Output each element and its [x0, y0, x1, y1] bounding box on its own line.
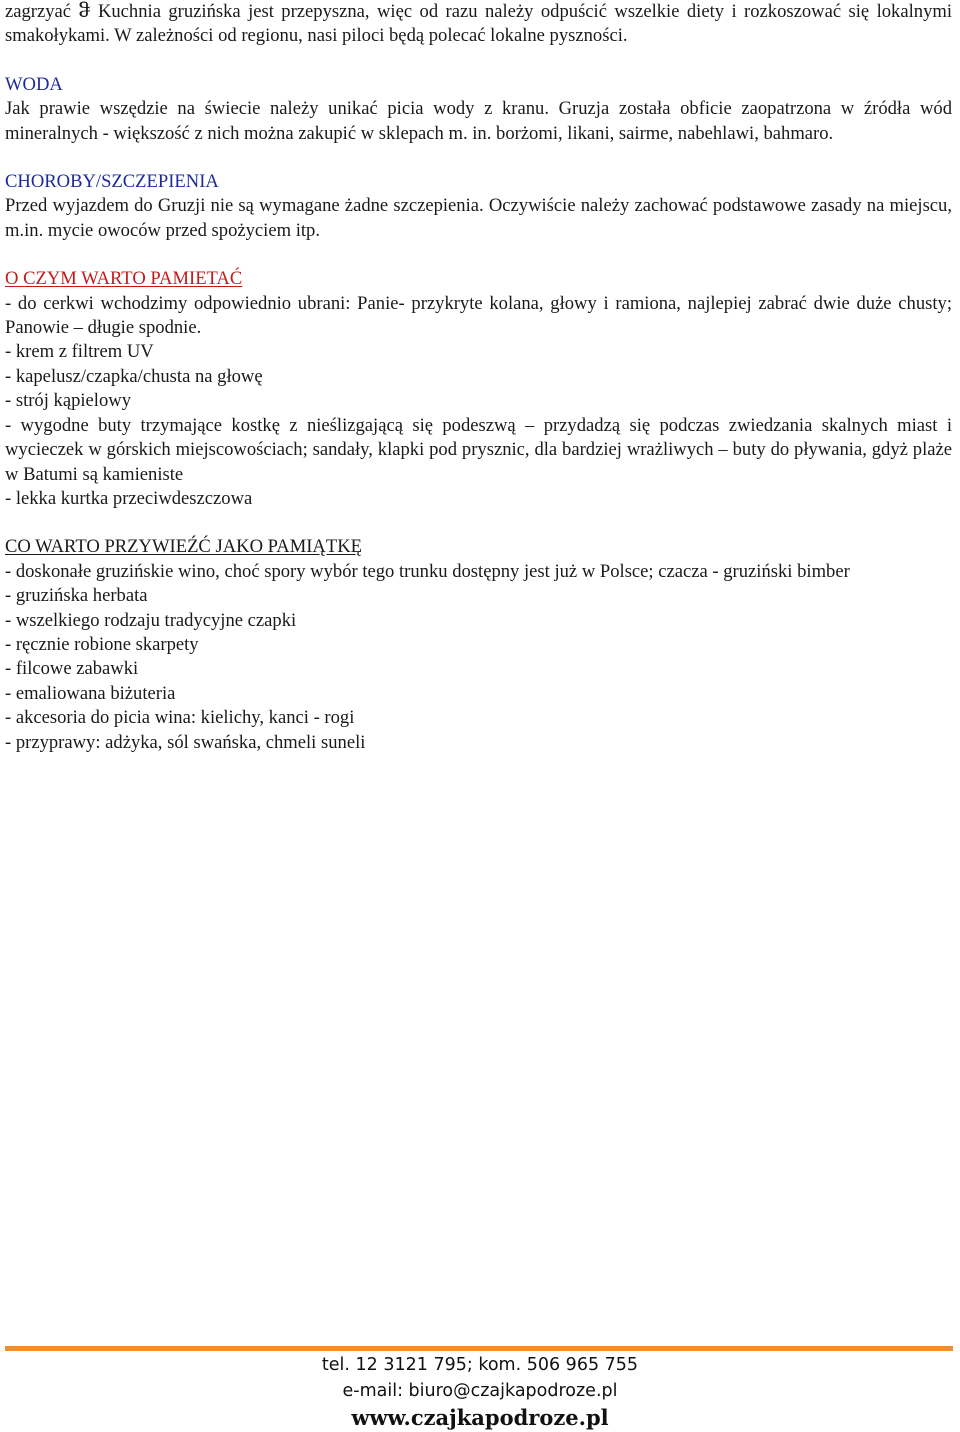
water-paragraph: Jak prawie wszędzie na świecie należy unikać picia wody z kranu. Gruzja została obficie zaopatrzona w źródła wód mineralnych - większość z nich można zakupić w sklepach m. in. borżomi, likani, sairme, nabehlawi, bahmaro.: [5, 98, 952, 144]
water-heading: WODA: [5, 73, 63, 95]
footer-email[interactable]: e-mail: biuro@czajkapodroze.pl: [342, 1381, 618, 1401]
list-item: - doskonałe gruzińskie wino, choć spory wybór tego trunku dostępny jest już w Polsce; czacza - gruziński bimber: [5, 560, 850, 582]
list-item: - wygodne buty trzymające kostkę z nieślizgającą się podeszwą – przydadzą się podczas zwiedzania skalnych miast i wycieczek w górskich miejscowościach; sandały, klapki pod prysznic, dla bardziej wrażliwych – buty do pływania, gdyż plaże w Batumi są kamieniste: [5, 414, 952, 485]
list-item: - akcesoria do picia wina: kielichy, kanci - rogi: [5, 707, 355, 729]
intro-paragraph: zagrzyać ჵ Kuchnia gruzińska jest przepyszna, więc od razu należy odpuścić wszelkie diety i rozkoszować się lokalnymi smakołykami. W zależności od regionu, nasi piloci będą polecać lokalne pyszności.: [5, 1, 952, 47]
diseases-section: [5, 170, 952, 243]
water-section: [5, 73, 952, 146]
list-item: - przyprawy: adżyka, sól swańska, chmeli suneli: [5, 731, 366, 753]
list-item: - strój kąpielowy: [5, 390, 131, 412]
document-body: [5, 0, 952, 755]
list-item: - gruzińska herbata: [5, 585, 148, 607]
list-item: - kapelusz/czapka/chusta na głowę: [5, 365, 263, 387]
footer: [0, 1352, 960, 1432]
footer-phone: tel. 12 3121 795; kom. 506 965 755: [321, 1355, 639, 1375]
list-item: - krem z filtrem UV: [5, 341, 154, 363]
list-item: - lekka kurtka przeciwdeszczowa: [5, 487, 253, 509]
list-item: - wszelkiego rodzaju tradycyjne czapki: [5, 609, 297, 631]
souvenirs-heading: CO WARTO PRZYWIEŹĆ JAKO PAMIĄTKĘ: [5, 536, 363, 558]
list-item: - do cerkwi wchodzimy odpowiednio ubrani: Panie- przykryte kolana, głowy i ramiona, najlepiej zabrać dwie duże chusty; Panowie – długie spodnie.: [5, 292, 952, 339]
souvenirs-section: [5, 535, 952, 755]
list-item: - emaliowana biżuteria: [5, 682, 176, 704]
remember-heading: O CZYM WARTO PAMIETAĆ: [5, 268, 243, 290]
diseases-heading: CHOROBY/SZCZEPIENIA: [5, 171, 219, 193]
remember-section: [5, 267, 952, 511]
footer-website-link[interactable]: www.czajkapodroze.pl: [351, 1405, 609, 1430]
list-item: - ręcznie robione skarpety: [5, 633, 199, 655]
list-item: - filcowe zabawki: [5, 658, 139, 680]
diseases-paragraph: Przed wyjazdem do Gruzji nie są wymagane żadne szczepienia. Oczywiście należy zachować podstawowe zasady na miejscu, m.in. mycie owoców przed spożyciem itp.: [5, 195, 952, 241]
footer-divider: [5, 1346, 953, 1351]
